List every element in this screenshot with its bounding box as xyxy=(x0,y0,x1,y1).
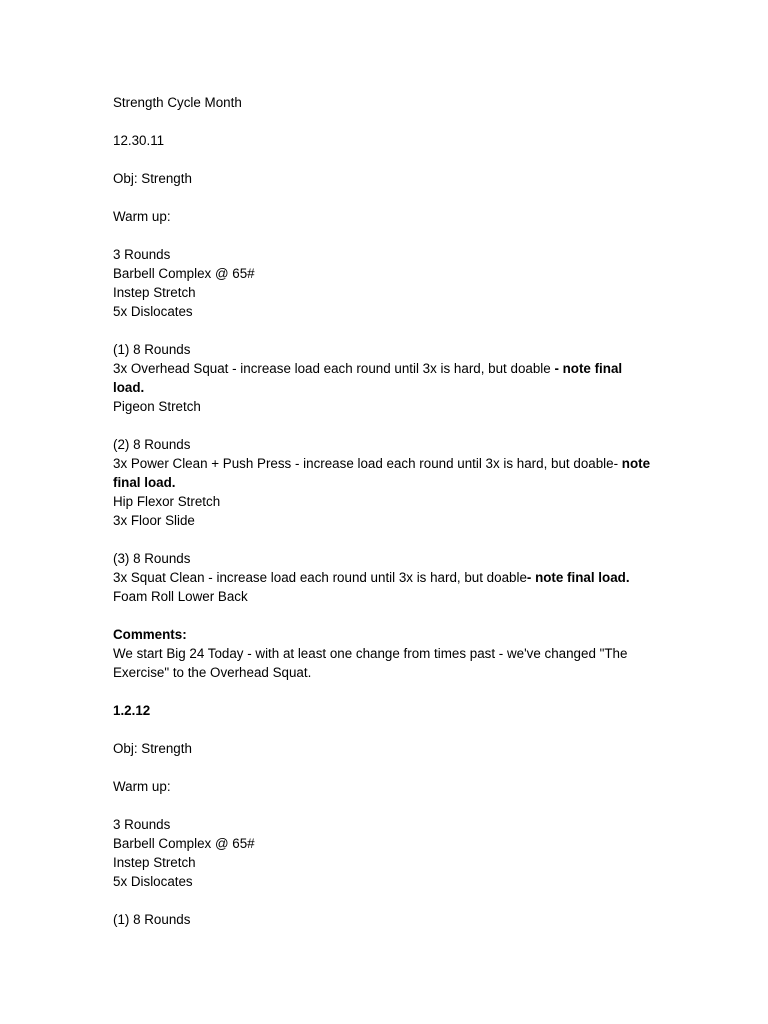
day1-part2-note: note final load. xyxy=(113,456,654,490)
spacer xyxy=(113,682,653,701)
day1-part3-text: 3x Squat Clean - increase load each round until 3x is hard, but doable xyxy=(113,570,527,585)
day1-part2-text: 3x Power Clean + Push Press - increase load each round until 3x is hard, but doable- xyxy=(113,456,619,471)
day1-warmup-item: Instep Stretch xyxy=(113,285,196,300)
document-title: Strength Cycle Month xyxy=(113,95,242,110)
spacer xyxy=(113,530,653,549)
day2-warmup-item: Instep Stretch xyxy=(113,855,196,870)
day2-part1-rounds: (1) 8 Rounds xyxy=(113,912,191,927)
day1-part2-instruction xyxy=(113,454,653,492)
day1-objective: Obj: Strength xyxy=(113,171,192,186)
day1-part3-extra: Foam Roll Lower Back xyxy=(113,589,248,604)
day1-part2-extra: 3x Floor Slide xyxy=(113,513,195,528)
day1-part1-instruction xyxy=(113,359,653,397)
day1-part2-rounds: (2) 8 Rounds xyxy=(113,437,191,452)
spacer xyxy=(113,891,653,910)
spacer xyxy=(113,758,653,777)
day1-comments-text: We start Big 24 Today - with at least one change from times past - we've changed "The Exercise" to the Overhead Squat. xyxy=(113,646,632,680)
day1-part1-extra: Pigeon Stretch xyxy=(113,399,201,414)
day1-part2-extra: Hip Flexor Stretch xyxy=(113,494,221,509)
day2-date: 1.2.12 xyxy=(113,703,151,718)
day2-objective: Obj: Strength xyxy=(113,741,192,756)
day2-warmup-item: 5x Dislocates xyxy=(113,874,193,889)
spacer xyxy=(113,606,653,625)
day1-warmup-item: 5x Dislocates xyxy=(113,304,193,319)
spacer xyxy=(113,188,653,207)
day1-warmup-item: Barbell Complex @ 65# xyxy=(113,266,255,281)
day1-part3-rounds: (3) 8 Rounds xyxy=(113,551,191,566)
day1-comments-label: Comments: xyxy=(113,627,187,642)
day1-part3-note: - note final load. xyxy=(526,570,630,585)
spacer xyxy=(113,796,653,815)
spacer xyxy=(113,321,653,340)
day2-warmup-rounds: 3 Rounds xyxy=(113,817,171,832)
spacer xyxy=(113,150,653,169)
day1-part1-note: - note final load. xyxy=(113,361,626,395)
day1-warmup-label: Warm up: xyxy=(113,209,171,224)
spacer xyxy=(113,112,653,131)
day1-part1-text: 3x Overhead Squat - increase load each round until 3x is hard, but doable xyxy=(113,361,555,376)
day1-warmup-rounds: 3 Rounds xyxy=(113,247,171,262)
spacer xyxy=(113,720,653,739)
spacer xyxy=(113,226,653,245)
day1-part3-instruction xyxy=(113,568,653,587)
day1-part1-rounds: (1) 8 Rounds xyxy=(113,342,191,357)
document-page xyxy=(113,93,653,929)
day2-warmup-item: Barbell Complex @ 65# xyxy=(113,836,255,851)
day1-date: 12.30.11 xyxy=(113,133,165,148)
spacer xyxy=(113,416,653,435)
day2-warmup-label: Warm up: xyxy=(113,779,171,794)
